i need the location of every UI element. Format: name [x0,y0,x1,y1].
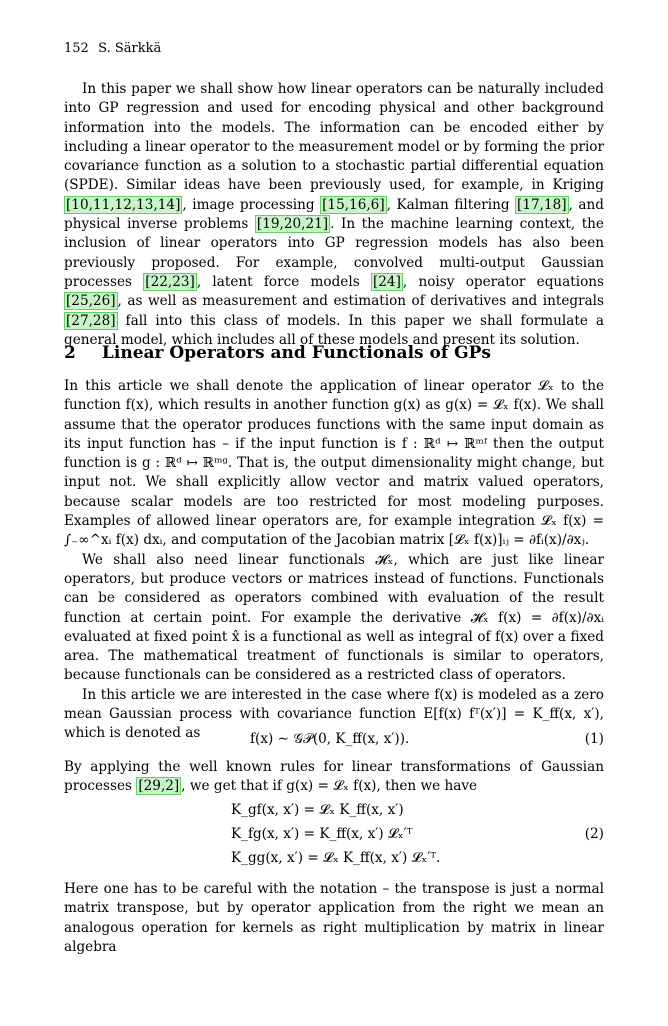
intro-text-4: , and physical inverse problems [64,196,604,233]
intro-text-1: In this paper we shall show how linear operators can be naturally included into GP regression and used for encoding physical and other background information into the models. The information can be encoded either by including a linear operator to the measurement model or by forming the prior covariance function as a solution to a stochastic partial differential equation (SPDE). Similar ideas have been previously used, for example, in Kriging [64,81,604,194]
equation-2-line-3: K_gg(x, x′) = 𝓛ₓ K_ff(x, x′) 𝓛ₓ′ᵀ. [231,850,441,866]
intro-text-2: , image processing [182,196,321,213]
section-paragraph-2: We shall also need linear functionals 𝓗ₓ, which are just like linear operators, but produce vectors or matrices instead of functions. Functionals can be considered as operators combined with evaluation of the result function at certain point. For example the derivative 𝓗ₓ f(x) = ∂f(x)/∂xᵢ evaluated at fixed point x̂ is a functional as well as integral of f(x) over a fixed area. The mathematical treatment of functionals is similar to operators, because functionals can be considered as a restricted class of operators. [64,551,604,684]
running-header [64,41,161,56]
section-paragraph-3: In this article we are interested in the case where f(x) is modeled as a zero mean Gaussian process with covariance function E[f(x) fᵀ(x′)] = K_ff(x, x′), which is denoted as [64,686,604,742]
page-number: 152 [64,41,89,56]
equation-2-line-1: K_gf(x, x′) = 𝓛ₓ K_ff(x, x′) [231,802,404,818]
paragraph-4-text-1: By applying the well known rules for linear transformations of Gaussian processes [64,759,604,795]
section-paragraph-1: In this article we shall denote the application of linear operator 𝓛ₓ to the function f(x), which results in another function g(x) as g(x) = 𝓛ₓ f(x). We shall assume that the operator produces functions with the same input domain as its input function has – if the input function is f : ℝᵈ ↦ ℝᵐᶠ then the output function is g : ℝᵈ ↦ ℝᵐᵍ. That is, the output dimensionality might change, but input not. We shall explicitly allow vector and matrix valued operators, because scalar models are too restricted for most modeling purposes. Examples of allowed linear operators are, for example integration 𝓛ₓ f(x) = ∫₋∞^xᵢ f(x) dxᵢ, and computation of the Jacobian matrix [𝓛ₓ f(x)]ᵢⱼ = ∂fᵢ(x)/∂xⱼ. [64,378,604,549]
citation-link[interactable]: [24] [372,273,401,290]
paragraph-4-text-2: , we get that if g(x) = 𝓛ₓ f(x), then we have [181,778,478,795]
section-body-3 [64,880,604,957]
equation-1: f(x) ∼ 𝒢𝒫(0, K_ff(x, x′)). [250,731,410,747]
running-author: S. Särkkä [98,41,162,56]
intro-paragraph-block [64,80,604,350]
section-body-2 [64,758,604,797]
intro-text-6: , latent force models [196,273,371,290]
section-heading [64,343,491,363]
section-paragraph-4 [64,758,604,797]
intro-text-9: fall into this class of models. In this paper we shall formulate a general model, which includes all of these models and present its solution. [64,312,604,348]
intro-text-3: , Kalman filtering [386,196,516,213]
citation-link[interactable]: [10,11,12,13,14] [66,196,181,213]
intro-paragraph [64,80,604,350]
equation-1-number: (1) [584,731,604,747]
citation-link[interactable]: [22,23] [145,273,195,290]
citation-link[interactable]: [19,20,21] [256,216,329,233]
section-paragraph-5: Here one has to be careful with the notation – the transpose is just a normal matrix transpose, but by operator application from the right we mean an analogous operation for kernels as right multiplication by matrix in linear algebra [64,881,604,955]
citation-link[interactable]: [27,28] [66,312,116,329]
section-number: 2 [64,343,76,363]
intro-text-8: , as well as measurement and estimation of derivatives and integrals [117,293,604,310]
section-body-1 [64,377,604,744]
citation-link[interactable]: [25,26] [66,293,116,310]
citation-link[interactable]: [17,18] [517,196,567,213]
equation-2-line-2: K_fg(x, x′) = K_ff(x, x′) 𝓛ₓ′ᵀ [231,826,413,842]
equation-2-number: (2) [584,826,604,842]
citation-link[interactable]: [15,16,6] [322,196,385,213]
section-title: Linear Operators and Functionals of GPs [101,343,491,363]
intro-text-7: , noisy operator equations [402,273,604,290]
intro-text-5: . In the machine learning context, the inclusion of linear operators into GP regression models has also been previously proposed. For example, convolved multi-output Gaussian processes [64,216,604,290]
citation-link[interactable]: [29,2] [138,778,180,795]
